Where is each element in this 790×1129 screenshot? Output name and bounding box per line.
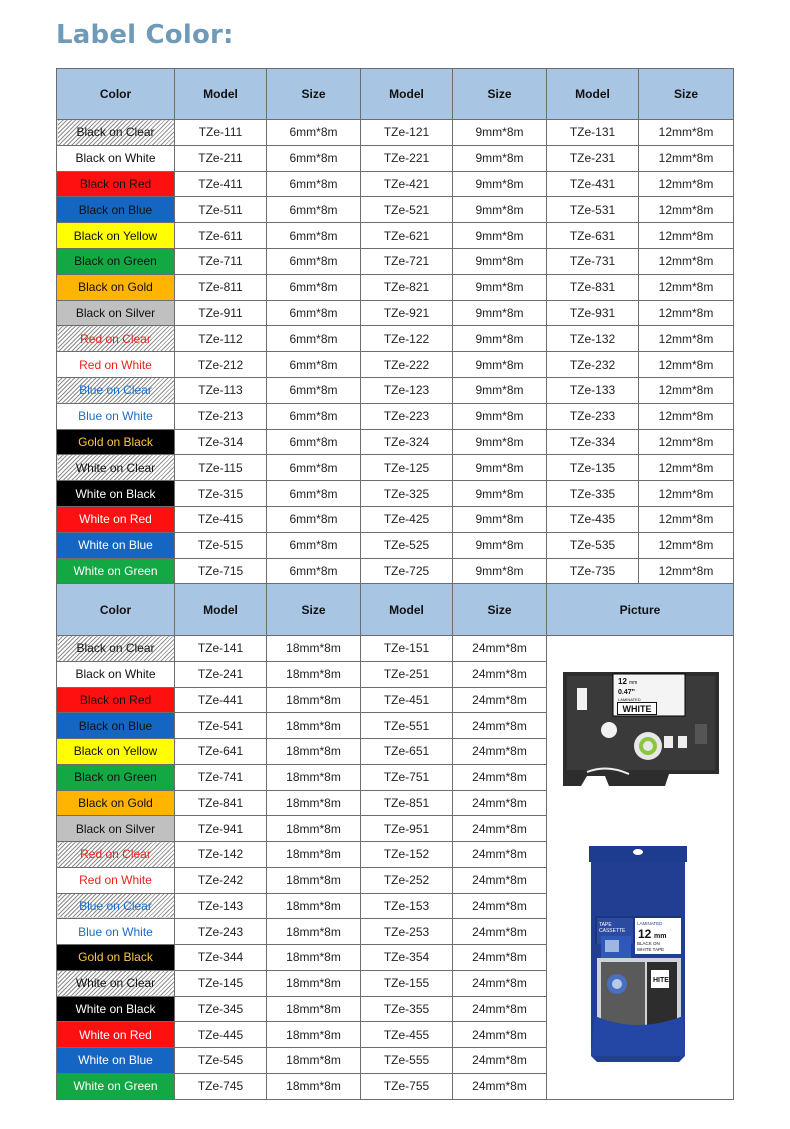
table-row — [57, 506, 734, 532]
size-cell: 18mm*8m — [267, 867, 361, 893]
color-swatch-cell: Black on White — [57, 661, 175, 687]
model-cell: TZe-354 — [361, 945, 453, 971]
model-cell: TZe-355 — [361, 996, 453, 1022]
model-cell: TZe-115 — [175, 455, 267, 481]
size-cell: 12mm*8m — [639, 223, 734, 249]
size-cell: 18mm*8m — [267, 764, 361, 790]
size-cell: 24mm*8m — [453, 867, 547, 893]
color-swatch-cell: Black on Clear — [57, 120, 175, 146]
header-size: Size — [267, 584, 361, 636]
size-cell: 12mm*8m — [639, 558, 734, 584]
model-cell: TZe-555 — [361, 1048, 453, 1074]
size-cell: 18mm*8m — [267, 713, 361, 739]
size-cell: 12mm*8m — [639, 429, 734, 455]
model-cell: TZe-211 — [175, 145, 267, 171]
model-cell: TZe-222 — [361, 352, 453, 378]
size-cell: 24mm*8m — [453, 764, 547, 790]
model-cell: TZe-241 — [175, 661, 267, 687]
size-cell: 9mm*8m — [453, 300, 547, 326]
label-color-table-small — [56, 68, 734, 584]
size-cell: 6mm*8m — [267, 197, 361, 223]
color-swatch-cell: Black on Blue — [57, 197, 175, 223]
color-swatch-cell: Black on Yellow — [57, 739, 175, 765]
model-cell: TZe-735 — [547, 558, 639, 584]
model-cell: TZe-335 — [547, 481, 639, 507]
cartridge-sub-text: LAMINATED — [618, 697, 641, 702]
model-cell: TZe-415 — [175, 506, 267, 532]
size-cell: 6mm*8m — [267, 274, 361, 300]
package-cassette-text: CASSETTE — [599, 928, 626, 934]
tape-package-image — [589, 846, 687, 1062]
size-cell: 12mm*8m — [639, 352, 734, 378]
page-title: Label Color: — [56, 20, 234, 50]
size-cell: 18mm*8m — [267, 816, 361, 842]
size-cell: 9mm*8m — [453, 120, 547, 146]
model-cell: TZe-711 — [175, 248, 267, 274]
model-cell: TZe-541 — [175, 713, 267, 739]
size-cell: 12mm*8m — [639, 171, 734, 197]
model-cell: TZe-441 — [175, 687, 267, 713]
table-row — [57, 326, 734, 352]
model-cell: TZe-111 — [175, 120, 267, 146]
header-picture: Picture — [547, 584, 734, 636]
color-swatch-cell: Black on Blue — [57, 713, 175, 739]
size-cell: 12mm*8m — [639, 248, 734, 274]
model-cell: TZe-631 — [547, 223, 639, 249]
color-swatch-cell: Black on Clear — [57, 636, 175, 662]
size-cell: 6mm*8m — [267, 377, 361, 403]
model-cell: TZe-212 — [175, 352, 267, 378]
header-model: Model — [361, 69, 453, 120]
color-swatch-cell: Black on Gold — [57, 790, 175, 816]
color-swatch-cell: Red on White — [57, 867, 175, 893]
color-swatch-cell: White on Green — [57, 558, 175, 584]
size-cell: 18mm*8m — [267, 1073, 361, 1099]
size-cell: 18mm*8m — [267, 790, 361, 816]
model-cell: TZe-221 — [361, 145, 453, 171]
model-cell: TZe-325 — [361, 481, 453, 507]
size-cell: 18mm*8m — [267, 945, 361, 971]
model-cell: TZe-314 — [175, 429, 267, 455]
color-swatch-cell: White on Black — [57, 481, 175, 507]
color-swatch-cell: White on Red — [57, 1022, 175, 1048]
model-cell: TZe-135 — [547, 455, 639, 481]
size-cell: 24mm*8m — [453, 893, 547, 919]
model-cell: TZe-112 — [175, 326, 267, 352]
model-cell: TZe-841 — [175, 790, 267, 816]
model-cell: TZe-745 — [175, 1073, 267, 1099]
size-cell: 12mm*8m — [639, 274, 734, 300]
model-cell: TZe-851 — [361, 790, 453, 816]
size-cell: 9mm*8m — [453, 145, 547, 171]
model-cell: TZe-131 — [547, 120, 639, 146]
color-swatch-cell: Red on White — [57, 352, 175, 378]
model-cell: TZe-821 — [361, 274, 453, 300]
model-cell: TZe-152 — [361, 842, 453, 868]
size-cell: 6mm*8m — [267, 326, 361, 352]
tape-images — [547, 636, 732, 1098]
color-swatch-cell: White on Red — [57, 506, 175, 532]
size-cell: 9mm*8m — [453, 532, 547, 558]
model-cell: TZe-535 — [547, 532, 639, 558]
size-cell: 18mm*8m — [267, 970, 361, 996]
size-cell: 24mm*8m — [453, 816, 547, 842]
size-cell: 18mm*8m — [267, 636, 361, 662]
size-cell: 9mm*8m — [453, 171, 547, 197]
color-swatch-cell: Black on Yellow — [57, 223, 175, 249]
model-cell: TZe-213 — [175, 403, 267, 429]
table-row — [57, 403, 734, 429]
color-swatch-cell: White on Clear — [57, 455, 175, 481]
model-cell: TZe-123 — [361, 377, 453, 403]
model-cell: TZe-941 — [175, 816, 267, 842]
size-cell: 18mm*8m — [267, 893, 361, 919]
model-cell: TZe-511 — [175, 197, 267, 223]
size-cell: 12mm*8m — [639, 197, 734, 223]
color-swatch-cell: Black on White — [57, 145, 175, 171]
size-cell: 9mm*8m — [453, 429, 547, 455]
model-cell: TZe-133 — [547, 377, 639, 403]
product-picture — [547, 636, 732, 1098]
model-cell: TZe-551 — [361, 713, 453, 739]
model-cell: TZe-911 — [175, 300, 267, 326]
color-swatch-cell: Blue on White — [57, 403, 175, 429]
size-cell: 12mm*8m — [639, 326, 734, 352]
package-laminated-text: LAMINATED — [637, 921, 663, 926]
table-row — [57, 171, 734, 197]
size-cell: 18mm*8m — [267, 1022, 361, 1048]
picture-cell — [547, 636, 734, 1100]
size-cell: 18mm*8m — [267, 996, 361, 1022]
header-model: Model — [175, 584, 267, 636]
package-size-text: 12 — [638, 927, 652, 941]
size-cell: 9mm*8m — [453, 558, 547, 584]
table-row — [57, 300, 734, 326]
color-swatch-cell: White on Blue — [57, 1048, 175, 1074]
model-cell: TZe-715 — [175, 558, 267, 584]
table-row — [57, 274, 734, 300]
model-cell: TZe-725 — [361, 558, 453, 584]
size-cell: 12mm*8m — [639, 532, 734, 558]
color-swatch-cell: Black on Red — [57, 171, 175, 197]
header-model: Model — [547, 69, 639, 120]
model-cell: TZe-451 — [361, 687, 453, 713]
package-desc2-text: WHITE TAPE — [637, 947, 665, 952]
tape-cartridge-image — [563, 672, 719, 786]
table-row — [57, 352, 734, 378]
model-cell: TZe-831 — [547, 274, 639, 300]
model-cell: TZe-231 — [547, 145, 639, 171]
table-header-row — [57, 584, 734, 636]
color-swatch-cell: Black on Gold — [57, 274, 175, 300]
size-cell: 24mm*8m — [453, 919, 547, 945]
size-cell: 12mm*8m — [639, 377, 734, 403]
cartridge-size-unit: mm — [629, 680, 638, 686]
size-cell: 6mm*8m — [267, 481, 361, 507]
model-cell: TZe-153 — [361, 893, 453, 919]
color-swatch-cell: White on Black — [57, 996, 175, 1022]
model-cell: TZe-125 — [361, 455, 453, 481]
color-swatch-cell: Black on Silver — [57, 300, 175, 326]
table-row — [57, 377, 734, 403]
size-cell: 6mm*8m — [267, 455, 361, 481]
table-row — [57, 532, 734, 558]
model-cell: TZe-223 — [361, 403, 453, 429]
model-cell: TZe-141 — [175, 636, 267, 662]
model-cell: TZe-252 — [361, 867, 453, 893]
model-cell: TZe-232 — [547, 352, 639, 378]
model-cell: TZe-515 — [175, 532, 267, 558]
table-row — [57, 120, 734, 146]
size-cell: 12mm*8m — [639, 300, 734, 326]
color-swatch-cell: White on Green — [57, 1073, 175, 1099]
model-cell: TZe-253 — [361, 919, 453, 945]
header-color: Color — [57, 584, 175, 636]
model-cell: TZe-121 — [361, 120, 453, 146]
size-cell: 24mm*8m — [453, 636, 547, 662]
size-cell: 24mm*8m — [453, 1022, 547, 1048]
color-swatch-cell: Blue on Clear — [57, 893, 175, 919]
model-cell: TZe-525 — [361, 532, 453, 558]
size-cell: 24mm*8m — [453, 687, 547, 713]
model-cell: TZe-931 — [547, 300, 639, 326]
model-cell: TZe-755 — [361, 1073, 453, 1099]
table-row — [57, 558, 734, 584]
size-cell: 18mm*8m — [267, 661, 361, 687]
model-cell: TZe-142 — [175, 842, 267, 868]
model-cell: TZe-721 — [361, 248, 453, 274]
model-cell: TZe-545 — [175, 1048, 267, 1074]
color-swatch-cell: Red on Clear — [57, 842, 175, 868]
size-cell: 12mm*8m — [639, 455, 734, 481]
table-row — [57, 429, 734, 455]
model-cell: TZe-435 — [547, 506, 639, 532]
size-cell: 6mm*8m — [267, 120, 361, 146]
size-cell: 9mm*8m — [453, 197, 547, 223]
table-row — [57, 481, 734, 507]
size-cell: 18mm*8m — [267, 919, 361, 945]
model-cell: TZe-132 — [547, 326, 639, 352]
model-cell: TZe-425 — [361, 506, 453, 532]
size-cell: 12mm*8m — [639, 120, 734, 146]
cartridge-color-text: WHITE — [622, 704, 652, 714]
size-cell: 6mm*8m — [267, 429, 361, 455]
model-cell: TZe-641 — [175, 739, 267, 765]
color-swatch-cell: Black on Green — [57, 248, 175, 274]
model-cell: TZe-151 — [361, 636, 453, 662]
header-size: Size — [639, 69, 734, 120]
cartridge-size-text: 12 — [618, 677, 627, 686]
size-cell: 18mm*8m — [267, 739, 361, 765]
model-cell: TZe-651 — [361, 739, 453, 765]
model-cell: TZe-411 — [175, 171, 267, 197]
color-swatch-cell: Black on Green — [57, 764, 175, 790]
size-cell: 12mm*8m — [639, 145, 734, 171]
color-swatch-cell: Black on Red — [57, 687, 175, 713]
table-row — [57, 145, 734, 171]
model-cell: TZe-242 — [175, 867, 267, 893]
size-cell: 6mm*8m — [267, 403, 361, 429]
color-swatch-cell: Black on Silver — [57, 816, 175, 842]
table-row — [57, 455, 734, 481]
size-cell: 9mm*8m — [453, 248, 547, 274]
header-model: Model — [175, 69, 267, 120]
size-cell: 6mm*8m — [267, 248, 361, 274]
size-cell: 18mm*8m — [267, 842, 361, 868]
size-cell: 6mm*8m — [267, 506, 361, 532]
model-cell: TZe-751 — [361, 764, 453, 790]
size-cell: 9mm*8m — [453, 403, 547, 429]
size-cell: 24mm*8m — [453, 1073, 547, 1099]
model-cell: TZe-251 — [361, 661, 453, 687]
header-color: Color — [57, 69, 175, 120]
model-cell: TZe-334 — [547, 429, 639, 455]
size-cell: 12mm*8m — [639, 506, 734, 532]
size-cell: 6mm*8m — [267, 171, 361, 197]
size-cell: 24mm*8m — [453, 661, 547, 687]
header-size: Size — [453, 584, 547, 636]
size-cell: 24mm*8m — [453, 842, 547, 868]
model-cell: TZe-531 — [547, 197, 639, 223]
size-cell: 24mm*8m — [453, 790, 547, 816]
table-row — [57, 636, 734, 662]
size-cell: 6mm*8m — [267, 223, 361, 249]
size-cell: 24mm*8m — [453, 996, 547, 1022]
model-cell: TZe-741 — [175, 764, 267, 790]
size-cell: 9mm*8m — [453, 326, 547, 352]
size-cell: 6mm*8m — [267, 300, 361, 326]
size-cell: 6mm*8m — [267, 532, 361, 558]
package-unit-text: mm — [654, 933, 667, 940]
model-cell: TZe-143 — [175, 893, 267, 919]
cartridge-inch-text: 0.47" — [618, 689, 635, 696]
size-cell: 24mm*8m — [453, 945, 547, 971]
size-cell: 24mm*8m — [453, 970, 547, 996]
package-desc1-text: BLACK ON — [637, 941, 660, 946]
size-cell: 12mm*8m — [639, 403, 734, 429]
size-cell: 6mm*8m — [267, 145, 361, 171]
model-cell: TZe-811 — [175, 274, 267, 300]
size-cell: 24mm*8m — [453, 739, 547, 765]
header-size: Size — [453, 69, 547, 120]
package-tape-text: TAPE — [599, 922, 612, 928]
model-cell: TZe-921 — [361, 300, 453, 326]
model-cell: TZe-155 — [361, 970, 453, 996]
model-cell: TZe-315 — [175, 481, 267, 507]
model-cell: TZe-145 — [175, 970, 267, 996]
model-cell: TZe-445 — [175, 1022, 267, 1048]
model-cell: TZe-621 — [361, 223, 453, 249]
model-cell: TZe-243 — [175, 919, 267, 945]
table-header-row — [57, 69, 734, 120]
header-size: Size — [267, 69, 361, 120]
color-swatch-cell: Red on Clear — [57, 326, 175, 352]
color-swatch-cell: Gold on Black — [57, 945, 175, 971]
color-swatch-cell: Blue on Clear — [57, 377, 175, 403]
table-row — [57, 223, 734, 249]
size-cell: 18mm*8m — [267, 1048, 361, 1074]
size-cell: 24mm*8m — [453, 713, 547, 739]
table-row — [57, 248, 734, 274]
size-cell: 9mm*8m — [453, 223, 547, 249]
size-cell: 24mm*8m — [453, 1048, 547, 1074]
size-cell: 9mm*8m — [453, 352, 547, 378]
model-cell: TZe-421 — [361, 171, 453, 197]
color-swatch-cell: Blue on White — [57, 919, 175, 945]
model-cell: TZe-521 — [361, 197, 453, 223]
size-cell: 9mm*8m — [453, 274, 547, 300]
size-cell: 9mm*8m — [453, 506, 547, 532]
color-swatch-cell: White on Clear — [57, 970, 175, 996]
package-window-text: HITE — [653, 977, 669, 984]
model-cell: TZe-113 — [175, 377, 267, 403]
color-swatch-cell: Gold on Black — [57, 429, 175, 455]
color-swatch-cell: White on Blue — [57, 532, 175, 558]
model-cell: TZe-951 — [361, 816, 453, 842]
table-row — [57, 197, 734, 223]
model-cell: TZe-611 — [175, 223, 267, 249]
size-cell: 9mm*8m — [453, 455, 547, 481]
size-cell: 12mm*8m — [639, 481, 734, 507]
model-cell: TZe-324 — [361, 429, 453, 455]
model-cell: TZe-345 — [175, 996, 267, 1022]
size-cell: 18mm*8m — [267, 687, 361, 713]
model-cell: TZe-731 — [547, 248, 639, 274]
size-cell: 6mm*8m — [267, 558, 361, 584]
model-cell: TZe-344 — [175, 945, 267, 971]
model-cell: TZe-122 — [361, 326, 453, 352]
model-cell: TZe-233 — [547, 403, 639, 429]
size-cell: 9mm*8m — [453, 481, 547, 507]
label-color-table-large — [56, 583, 734, 1100]
model-cell: TZe-431 — [547, 171, 639, 197]
header-model: Model — [361, 584, 453, 636]
size-cell: 6mm*8m — [267, 352, 361, 378]
model-cell: TZe-455 — [361, 1022, 453, 1048]
size-cell: 9mm*8m — [453, 377, 547, 403]
